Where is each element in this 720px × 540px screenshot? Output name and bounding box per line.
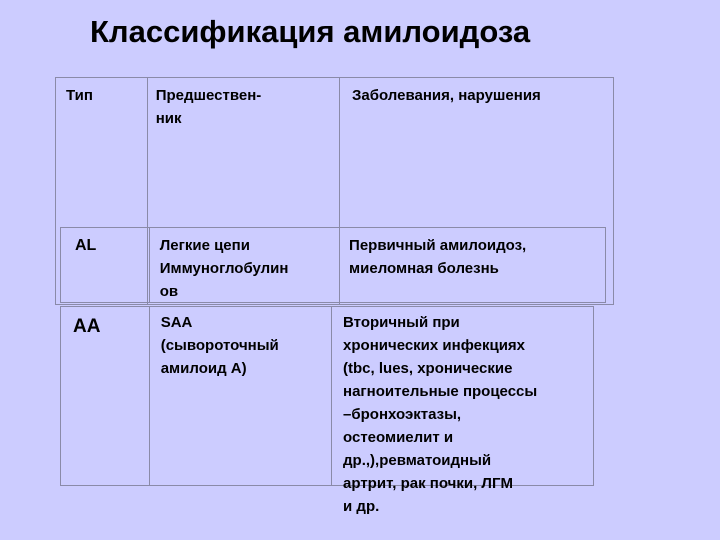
row-precursor-cell bbox=[150, 307, 332, 485]
row-diseases-cell bbox=[332, 307, 593, 515]
row-type: AL bbox=[75, 237, 97, 254]
row-diseases: Первичный амилоидоз, миеломная болезнь bbox=[349, 237, 527, 277]
page-title: Классификация амилоидоза bbox=[90, 14, 531, 49]
row-precursor: Легкие цепи Иммуноглобулин ов bbox=[159, 237, 289, 300]
row-precursor-cell bbox=[150, 228, 340, 302]
header-type-label: Тип bbox=[66, 87, 93, 104]
table-row bbox=[60, 306, 594, 515]
header-diseases-label: Заболевания, нарушения bbox=[352, 87, 541, 104]
table-row bbox=[60, 227, 606, 303]
row-type: АА bbox=[73, 316, 101, 337]
row-type-cell bbox=[61, 307, 150, 485]
header-precursor-label: Предшествен- ник bbox=[155, 87, 262, 127]
row-type-cell bbox=[61, 228, 150, 302]
row-diseases: Вторичный при хронических инфекциях (tbc, lues, хронические нагноительные процессы –бронхоэктазы, остеомиелит и др.,),ревматоидный артрит, рак почки, ЛГМ и др. bbox=[343, 314, 538, 515]
row-diseases-cell bbox=[340, 228, 605, 302]
row-precursor: SAA (сывороточный амилоид А) bbox=[160, 314, 279, 377]
